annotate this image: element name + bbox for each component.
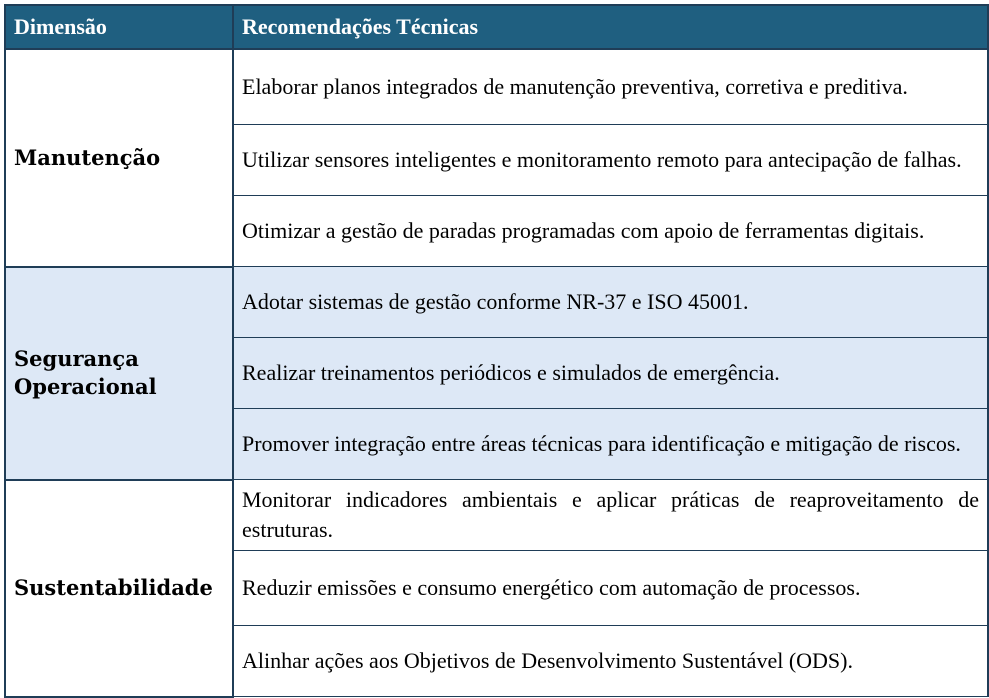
dimension-cell-manutencao: Manutenção xyxy=(5,49,233,267)
recommendation-cell: Otimizar a gestão de paradas programadas com apoio de ferramentas digitais. xyxy=(233,196,988,267)
dimension-cell-seguranca: Segurança Operacional xyxy=(5,267,233,480)
table-row xyxy=(5,49,988,125)
dimension-cell-sustentabilidade: Sustentabilidade xyxy=(5,480,233,697)
recommendation-cell: Monitorar indicadores ambientais e aplicar práticas de reaproveitamento de estruturas. xyxy=(233,480,988,551)
table-row xyxy=(5,480,988,551)
recommendations-table xyxy=(4,4,989,698)
recommendation-cell: Reduzir emissões e consumo energético com automação de processos. xyxy=(233,551,988,626)
recommendation-cell: Elaborar planos integrados de manutenção preventiva, corretiva e preditiva. xyxy=(233,49,988,125)
header-recommendations: Recomendações Técnicas xyxy=(233,5,988,49)
recommendation-cell: Utilizar sensores inteligentes e monitoramento remoto para antecipação de falhas. xyxy=(233,125,988,196)
header-dimension: Dimensão xyxy=(5,5,233,49)
recommendation-cell: Alinhar ações aos Objetivos de Desenvolvimento Sustentável (ODS). xyxy=(233,626,988,697)
recommendation-cell: Promover integração entre áreas técnicas para identificação e mitigação de riscos. xyxy=(233,409,988,480)
recommendation-cell: Realizar treinamentos periódicos e simulados de emergência. xyxy=(233,338,988,409)
recommendation-cell: Adotar sistemas de gestão conforme NR-37 e ISO 45001. xyxy=(233,267,988,338)
table-row xyxy=(5,267,988,338)
header-row xyxy=(5,5,988,49)
